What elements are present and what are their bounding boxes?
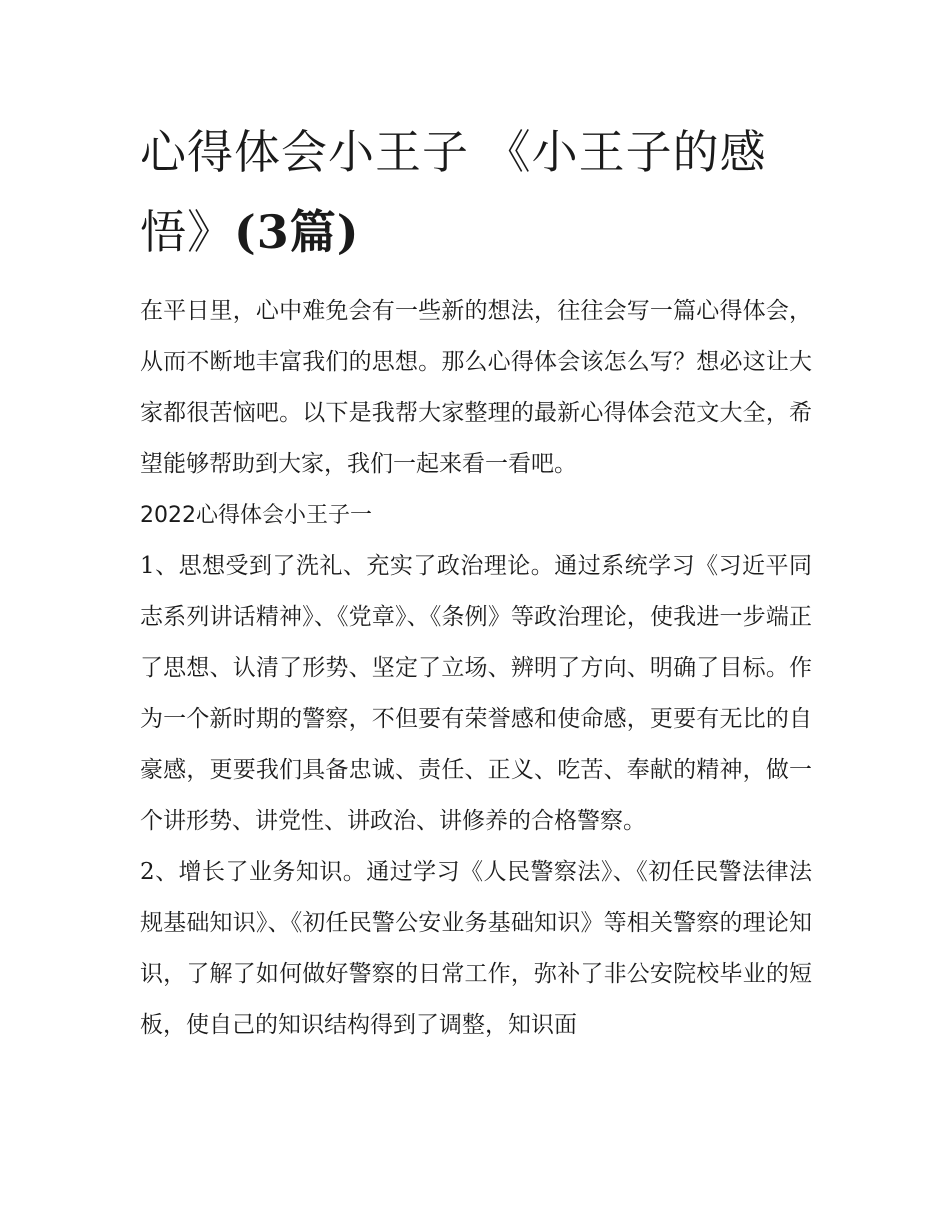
paragraph-2: 2、增长了业务知识。通过学习《人民警察法》、《初任民警法律法规基础知识》、《初任民警公安业务基础知识》等相关警察的理论知识，了解了如何做好警察的日常工作，弥补了非公安院校毕业的短板，使自己的知识结构得到了调整，知识面 <box>140 859 812 1038</box>
section-heading: 2022心得体会小王子一 <box>140 503 372 528</box>
document-page <box>140 112 812 1051</box>
title-count: (3篇) <box>234 205 360 259</box>
intro-paragraph: 在平日里，心中难免会有一些新的想法，往往会写一篇心得体会，从而不断地丰富我们的思想。那么心得体会该怎么写？想必这让大家都很苦恼吧。以下是我帮大家整理的最新心得体会范文大全，希望能够帮助到大家，我们一起来看一看吧。 <box>140 298 812 477</box>
paragraph-1: 1、思想受到了洗礼、充实了政治理论。通过系统学习《习近平同志系列讲话精神》、《党章》、《条例》等政治理论，使我进一步端正了思想、认清了形势、坚定了立场、辨明了方向、明确了目标。作为一个新时期的警察，不但要有荣誉感和使命感，更要有无比的自豪感，更要我们具备忠诚、责任、正义、吃苦、奉献的精神，做一个讲形势、讲党性、讲政治、讲修养的合格警察。 <box>140 553 812 834</box>
document-title <box>140 112 812 272</box>
title-main: 心得体会小王子 《小王子的感悟》 <box>140 125 767 259</box>
document-body <box>140 286 812 1051</box>
